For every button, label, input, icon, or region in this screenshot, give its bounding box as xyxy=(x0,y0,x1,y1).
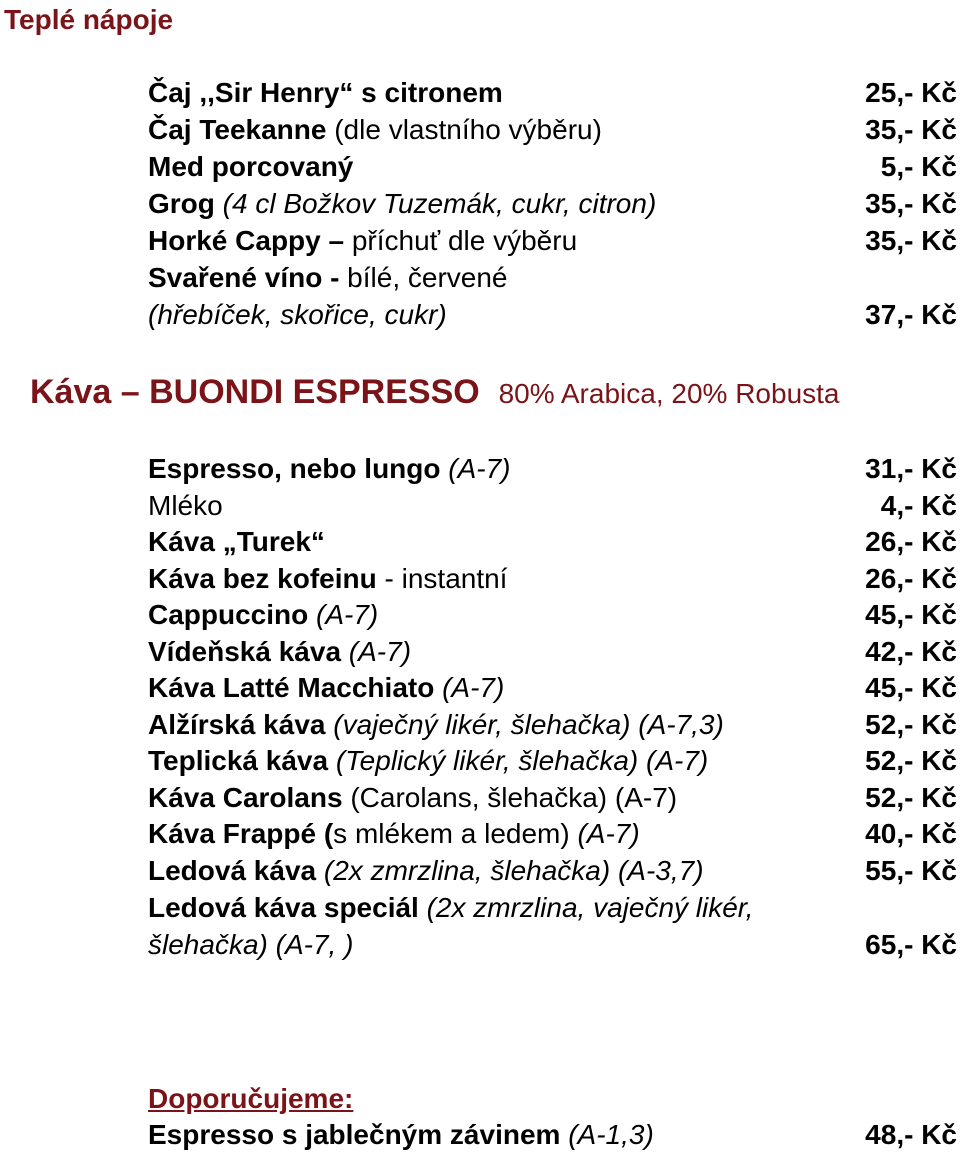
price: 35,- Kč xyxy=(865,225,957,256)
price: 5,- Kč xyxy=(880,151,957,182)
price: 40,- Kč xyxy=(865,818,957,849)
menu-item-frappe: Káva Frappé (s mlékem a ledem) (A-7) xyxy=(148,818,640,849)
menu-item-hot-cappy: Horké Cappy – příchuť dle výběru xyxy=(148,225,578,256)
price: 45,- Kč xyxy=(865,672,957,703)
menu-item-iced-coffee-special-detail: šlehačka) (A-7, ) xyxy=(148,929,354,960)
price: 42,- Kč xyxy=(865,636,957,667)
recommend-heading: Doporučujeme: xyxy=(148,1083,354,1114)
menu-item-teplicka: Teplická káva (Teplický likér, šlehačka) (A-7) xyxy=(148,745,709,776)
menu-item-tea-sir-henry: Čaj ,,Sir Henry“ s citronem xyxy=(148,77,503,108)
menu-item-grog: Grog (4 cl Božkov Tuzemák, cukr, citron) xyxy=(148,188,657,219)
menu-item-decaf: Káva bez kofeinu - instantní xyxy=(148,563,508,594)
menu-item-recommended: Espresso s jablečným závinem (A-1,3) xyxy=(148,1119,654,1150)
price: 31,- Kč xyxy=(865,453,957,484)
menu-item-latte-macchiato: Káva Latté Macchiato (A-7) xyxy=(148,672,505,703)
price: 48,- Kč xyxy=(865,1119,957,1150)
price: 35,- Kč xyxy=(865,188,957,219)
price: 55,- Kč xyxy=(865,855,957,886)
price: 26,- Kč xyxy=(865,526,957,557)
menu-item-mulled-wine-detail: (hřebíček, skořice, cukr) xyxy=(148,299,447,330)
price: 45,- Kč xyxy=(865,599,957,630)
menu-item-iced-coffee-special: Ledová káva speciál (2x zmrzlina, vaječný likér, xyxy=(148,892,754,923)
menu-item-algerian: Alžírská káva (vaječný likér, šlehačka) (A-7,3) xyxy=(148,709,724,740)
coffee-section-heading: Káva – BUONDI ESPRESSO 80% Arabica, 20% Robusta xyxy=(30,373,840,411)
page-title: Teplé nápoje xyxy=(4,4,174,35)
price: 52,- Kč xyxy=(865,709,957,740)
menu-item-turek: Káva „Turek“ xyxy=(148,526,325,557)
price: 26,- Kč xyxy=(865,563,957,594)
menu-item-viennese: Vídeňská káva (A-7) xyxy=(148,636,412,667)
price: 4,- Kč xyxy=(880,490,957,521)
menu-item-honey: Med porcovaný xyxy=(148,151,354,182)
menu-item-tea-teekanne: Čaj Teekanne (dle vlastního výběru) xyxy=(148,114,602,145)
menu-item-mulled-wine: Svařené víno - bílé, červené xyxy=(148,262,508,293)
price: 25,- Kč xyxy=(865,77,957,108)
menu-item-cappuccino: Cappuccino (A-7) xyxy=(148,599,379,630)
price: 35,- Kč xyxy=(865,114,957,145)
menu-item-iced-coffee: Ledová káva (2x zmrzlina, šlehačka) (A-3,7) xyxy=(148,855,704,886)
menu-item-espresso: Espresso, nebo lungo (A-7) xyxy=(148,453,511,484)
price: 37,- Kč xyxy=(865,299,957,330)
price: 52,- Kč xyxy=(865,745,957,776)
menu-item-carolans: Káva Carolans (Carolans, šlehačka) (A-7) xyxy=(148,782,678,813)
menu-item-milk: Mléko xyxy=(148,490,223,521)
price: 52,- Kč xyxy=(865,782,957,813)
price: 65,- Kč xyxy=(865,929,957,960)
